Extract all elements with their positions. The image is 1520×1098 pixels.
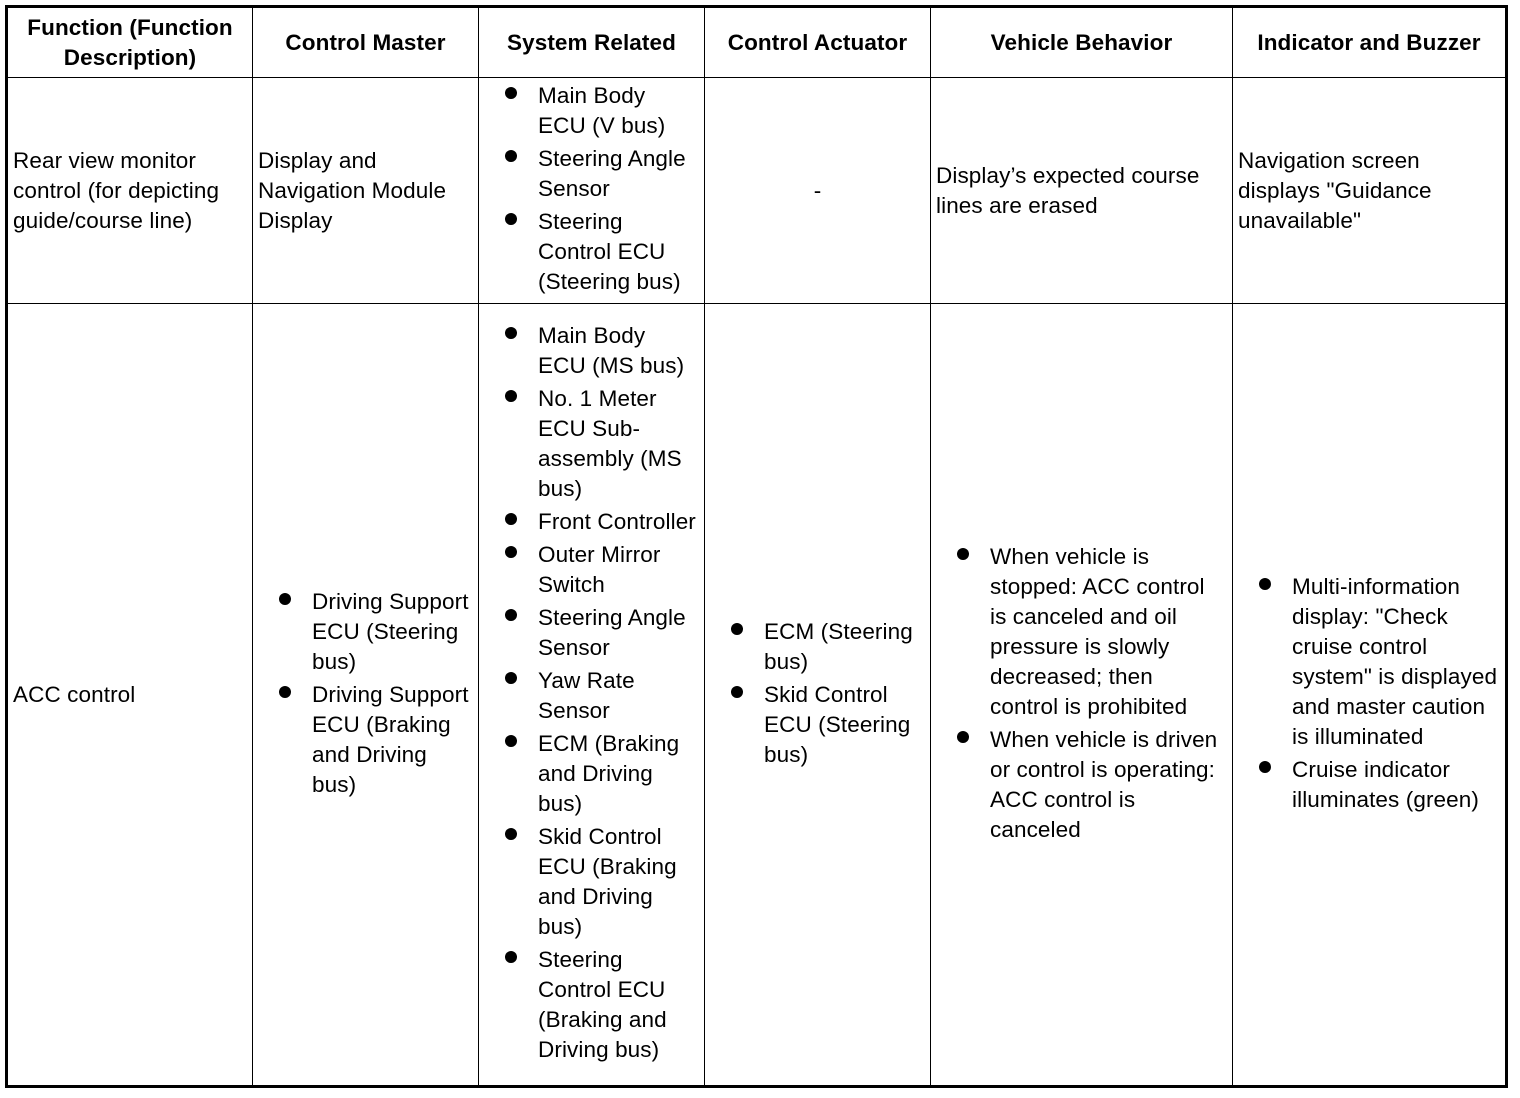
bullet-list [936, 542, 1227, 845]
list-item: Main Body ECU (V bus) [505, 81, 697, 141]
bullet-icon [505, 672, 517, 684]
bullet-icon [505, 390, 517, 402]
bullet-icon [505, 735, 517, 747]
list-item: Steering Control ECU (Braking and Driving bus) [505, 945, 697, 1065]
header-indicator-buzzer: Indicator and Buzzer [1233, 7, 1507, 78]
cell-system-related [479, 78, 705, 304]
bullet-icon [957, 548, 969, 560]
header-system-related: System Related [479, 7, 705, 78]
list-item: No. 1 Meter ECU Sub-assembly (MS bus) [505, 384, 697, 504]
bullet-icon [1259, 578, 1271, 590]
cell-vehicle-behavior: Display’s expected course lines are erased [931, 78, 1233, 304]
list-item: Cruise indicator illuminates (green) [1259, 755, 1498, 815]
cell-function: Rear view monitor control (for depicting guide/course line) [7, 78, 253, 304]
function-table [5, 5, 1508, 1088]
list-item: Steering Angle Sensor [505, 144, 697, 204]
bullet-icon [1259, 761, 1271, 773]
list-item: When vehicle is driven or control is operating: ACC control is canceled [957, 725, 1225, 845]
list-item: Front Controller [505, 507, 697, 537]
list-item: Skid Control ECU (Steering bus) [731, 680, 923, 770]
header-control-master: Control Master [253, 7, 479, 78]
bullet-list [1238, 572, 1500, 815]
cell-system-related [479, 304, 705, 1087]
table-row [7, 78, 1507, 304]
bullet-icon [505, 609, 517, 621]
cell-indicator-buzzer [1233, 304, 1507, 1087]
list-item: ECM (Braking and Driving bus) [505, 729, 697, 819]
list-item: Multi-information display: "Check cruise control system" is displayed and master caution is illuminated [1259, 572, 1498, 752]
list-item: When vehicle is stopped: ACC control is canceled and oil pressure is slowly decreased; then control is prohibited [957, 542, 1225, 722]
list-item: Outer Mirror Switch [505, 540, 697, 600]
bullet-icon [505, 327, 517, 339]
header-function: Function (Function Description) [7, 7, 253, 78]
bullet-icon [279, 593, 291, 605]
bullet-icon [957, 731, 969, 743]
bullet-icon [505, 87, 517, 99]
bullet-icon [505, 150, 517, 162]
bullet-icon [505, 828, 517, 840]
bullet-icon [505, 951, 517, 963]
table-row [7, 304, 1507, 1087]
header-control-actuator: Control Actuator [705, 7, 931, 78]
cell-control-actuator: - [705, 78, 931, 304]
bullet-icon [279, 686, 291, 698]
cell-control-master [253, 304, 479, 1087]
list-item: Yaw Rate Sensor [505, 666, 697, 726]
bullet-list [484, 81, 699, 297]
header-vehicle-behavior: Vehicle Behavior [931, 7, 1233, 78]
list-item: Driving Support ECU (Steering bus) [279, 587, 471, 677]
cell-control-master: Display and Navigation Module Display [253, 78, 479, 304]
bullet-icon [505, 513, 517, 525]
bullet-icon [731, 686, 743, 698]
cell-function: ACC control [7, 304, 253, 1087]
cell-vehicle-behavior [931, 304, 1233, 1087]
bullet-icon [505, 546, 517, 558]
list-item: Driving Support ECU (Braking and Driving bus) [279, 680, 471, 800]
bullet-list [484, 321, 699, 1065]
cell-control-actuator [705, 304, 931, 1087]
bullet-icon [731, 623, 743, 635]
bullet-list [258, 587, 473, 800]
bullet-list [710, 617, 925, 770]
list-item: Steering Control ECU (Steering bus) [505, 207, 697, 297]
bullet-icon [505, 213, 517, 225]
header-row [7, 7, 1507, 78]
list-item: ECM (Steering bus) [731, 617, 923, 677]
list-item: Steering Angle Sensor [505, 603, 697, 663]
list-item: Skid Control ECU (Braking and Driving bus) [505, 822, 697, 942]
cell-indicator-buzzer: Navigation screen displays "Guidance unavailable" [1233, 78, 1507, 304]
list-item: Main Body ECU (MS bus) [505, 321, 697, 381]
